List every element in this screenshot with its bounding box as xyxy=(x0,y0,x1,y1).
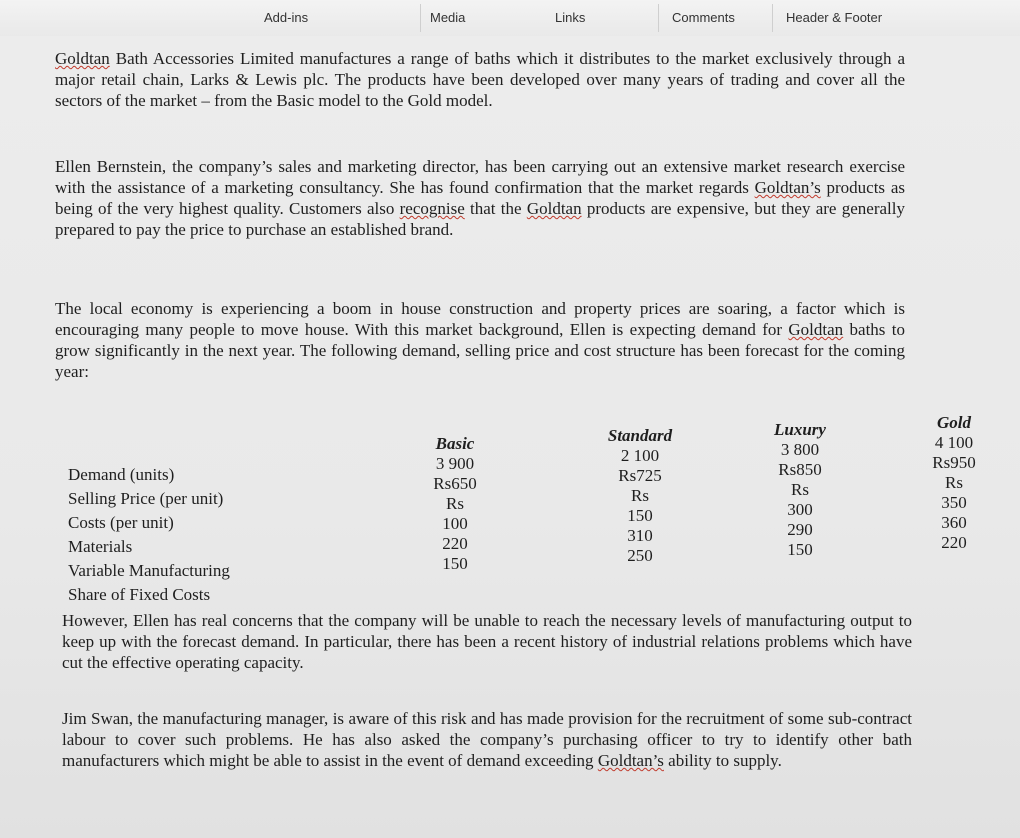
table-cell: Rs xyxy=(631,486,649,505)
paragraph-text: that the xyxy=(464,199,527,218)
tab-divider xyxy=(420,4,421,32)
tab-add-ins[interactable]: Add-ins xyxy=(264,10,309,25)
table-cell: Rs xyxy=(945,473,963,492)
paragraph-market-research xyxy=(55,156,905,240)
column-header: Gold xyxy=(937,413,971,432)
spell-flagged-word: Goldtan xyxy=(526,199,582,218)
tab-comments[interactable]: Comments xyxy=(672,10,735,25)
table-cell: 310 xyxy=(627,526,653,545)
column-header: Luxury xyxy=(774,420,826,439)
table-cell: 150 xyxy=(627,506,653,525)
spell-flagged-word: recognise xyxy=(399,199,465,218)
paragraph-intro xyxy=(55,48,905,111)
paragraph-text: The local economy is experiencing a boom in house construction and property prices are soaring, a factor which is encouraging many people to move house. With this market background, Ellen is expecting demand for xyxy=(55,299,905,339)
paragraph-economy xyxy=(55,298,905,382)
paragraph-capacity-concerns: However, Ellen has real concerns that the company will be unable to reach the necessary levels of manufacturing output to keep up with the forecast demand. In particular, there has been a recent history of industrial relations problems which have cut the effective operating capacity. xyxy=(62,611,912,672)
paragraph-text: ability to supply. xyxy=(663,751,782,770)
column-luxury xyxy=(755,420,845,560)
paragraph-subcontract xyxy=(62,708,912,771)
table-cell: Rs xyxy=(446,494,464,513)
row-label-materials: Materials xyxy=(68,537,133,556)
tab-header-footer[interactable]: Header & Footer xyxy=(786,10,883,25)
table-cell: 100 xyxy=(442,514,468,533)
row-label-selling-price: Selling Price (per unit) xyxy=(68,489,224,508)
paragraph-text: Ellen Bernstein, the company’s sales and marketing director, has been carrying out an extensive market research exercise with the assistance of a marketing consultancy. She has found confirmation that the market regards xyxy=(55,157,905,197)
document-page xyxy=(0,36,1020,838)
table-cell: 2 100 xyxy=(620,446,660,465)
table-cell: 3 800 xyxy=(780,440,820,459)
column-basic xyxy=(415,434,495,574)
table-cell: 150 xyxy=(442,554,468,573)
tab-media[interactable]: Media xyxy=(430,10,466,25)
table-cell: 3 900 xyxy=(435,454,475,473)
column-gold xyxy=(918,413,990,553)
spell-flagged-word: Goldtan’s xyxy=(597,751,664,770)
table-cell: 250 xyxy=(627,546,653,565)
spell-flagged-word: Goldtan xyxy=(55,49,110,68)
row-label-fixed-costs: Share of Fixed Costs xyxy=(68,585,211,604)
table-cell: Rs725 xyxy=(618,466,662,485)
table-cell: Rs850 xyxy=(778,460,822,479)
table-cell: Rs950 xyxy=(932,453,976,472)
paragraph-text: Bath Accessories Limited manufactures a range of baths which it distributes to the market exclusively through a major retail chain, Larks & Lewis plc. The products have been developed over many years of trading and cover all the sectors of the market – from the Basic model to the Gold model. xyxy=(55,49,905,110)
column-standard xyxy=(590,426,690,566)
table-cell: Rs650 xyxy=(433,474,477,493)
table-cell: Rs xyxy=(791,480,809,499)
table-cell: 360 xyxy=(941,513,967,532)
ribbon-tab-bar xyxy=(0,0,1020,37)
tab-links[interactable]: Links xyxy=(555,10,586,25)
paragraph-text: baths to grow significantly in the next year. The following demand, selling price and cost structure has been forecast for the coming year: xyxy=(55,320,905,381)
row-label-demand: Demand (units) xyxy=(68,465,175,484)
tab-divider xyxy=(772,4,773,32)
tab-divider xyxy=(658,4,659,32)
table-cell: 350 xyxy=(941,493,967,512)
column-header: Standard xyxy=(607,426,673,445)
table-cell: 300 xyxy=(787,500,813,519)
table-cell: 220 xyxy=(442,534,468,553)
paragraph-text: Jim Swan, the manufacturing manager, is aware of this risk and has made provision for the recruitment of some sub-contract labour to cover such problems. He has also asked the company’s purchasing officer to try to identify other bath manufacturers which might be able to assist in the event of demand exceeding xyxy=(62,709,912,770)
spell-flagged-word: Goldtan’s xyxy=(754,178,821,197)
paragraph-text: products as being of the very highest quality. Customers also xyxy=(55,178,905,218)
row-label-variable-manufacturing: Variable Manufacturing xyxy=(68,561,230,580)
table-cell: 220 xyxy=(941,533,967,552)
row-label-costs: Costs (per unit) xyxy=(68,513,174,532)
table-cell: 150 xyxy=(787,540,813,559)
spell-flagged-word: Goldtan xyxy=(788,320,844,339)
table-cell: 4 100 xyxy=(934,433,974,452)
table-cell: 290 xyxy=(787,520,813,539)
column-header: Basic xyxy=(435,434,475,453)
paragraph-text: products are expensive, but they are generally prepared to pay the price to purchase an established brand. xyxy=(55,199,905,239)
